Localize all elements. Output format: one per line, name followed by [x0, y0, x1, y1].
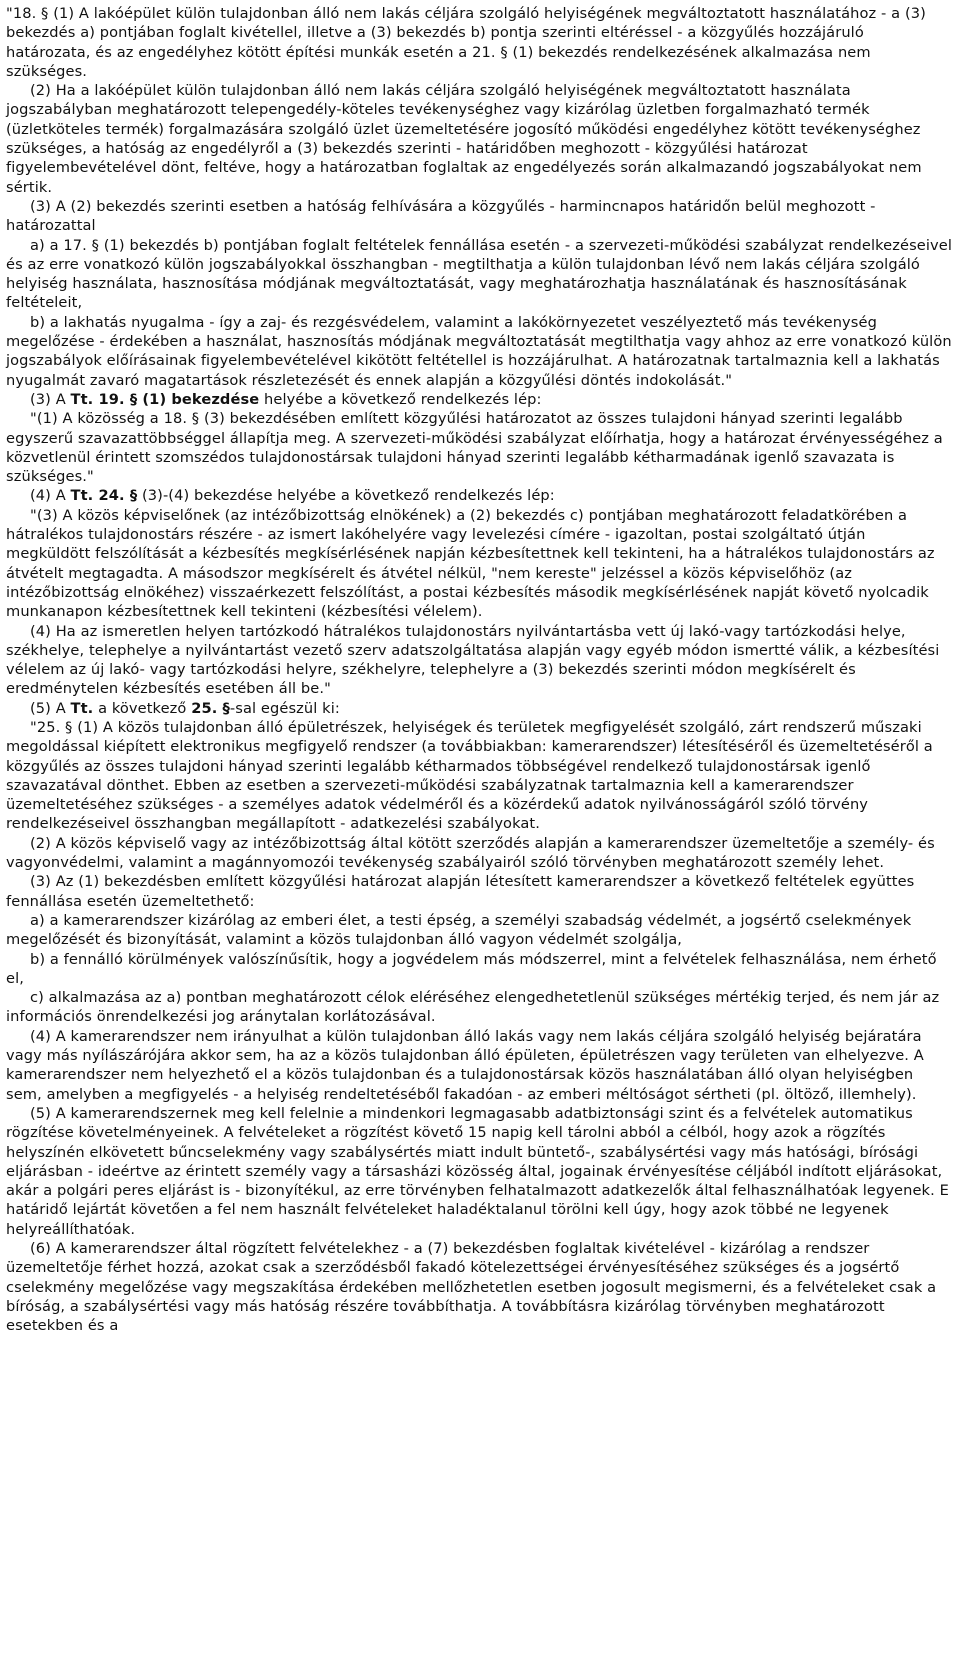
paragraph-text: (5) A kamerarendszernek meg kell felelnie a mindenkori legmagasabb adatbiztonsági szint és a felvételek automatikus rögzítése követelményeinek. A felvételeket a rögzítést követő 15 napig kell tárolni abból a célból, hogy azok a rögzítés helyszínén elkövetett bűncselekmény vagy szabálysértés miatt indult büntető-, szabálysértési vagy más hatósági, bírósági eljárásban - ideértve az érintett személy vagy a társasházi közösség által, jogainak érvényesítése céljából indított eljárásokat, akár a polgári peres eljárást is - bizonyítékul, az erre törvényben felhatalmazott adatkezelők által felhasználhatóak legyenek. E határidő lejártát követően a fel nem használt felvételeket haladéktalanul törölni kell úgy, hogy azok többé ne legyenek helyreállíthatóak.: [6, 1104, 949, 1238]
paragraph: [6, 409, 952, 486]
paragraph-text: "(1) A közösség a 18. § (3) bekezdésében említett közgyűlési határozatot az összes tulajdoni hányad szerinti legalább egyszerű szavazattöbbséggel állapítja meg. A szervezeti-működési szabályzat előírhatja, hogy a határozat érvényességéhez a közvetlenül érintett szomszédos tulajdonostársak tulajdoni hányad szerinti legalább kétharmadának igenlő szavazata is szükséges.": [6, 410, 943, 486]
paragraph-text: (4) A kamerarendszer nem irányulhat a külön tulajdonban álló lakás vagy nem lakás céljára szolgáló helyiség bejáratára vagy más nyílászárójára akkor sem, ha az a közös tulajdonban álló épületen, épületrészen vagy területen van elhelyezve. A kamerarendszer nem helyezhető el a közös tulajdonban és a tulajdonostársak közös használatában álló olyan helyiségben sem, amelyben a megfigyelés - a helyiség rendeltetéséből fakadóan - az emberi méltóságot sértheti (pl. öltöző, illemhely).: [6, 1027, 924, 1103]
bold-reference: Tt. 19. § (1) bekezdése: [70, 390, 260, 408]
paragraph-text: (2) Ha a lakóépület külön tulajdonban álló nem lakás céljára szolgáló helyiségének megváltoztatott használata jogszabályban meghatározott telepengedély-köteles tevékenységhez vagy kizárólag üzletben forgalmazható termék (üzletköteles termék) forgalmazására szolgáló üzlet üzemeltetésére jogosító működési engedélyhez kötött tevékenységhez szükséges, a hatóság az engedélyről a (3) bekezdés szerinti - határidőben meghozott - közgyűlési határozat figyelembevételével dönt, feltéve, hogy a határozatban foglaltak az engedélyezés során alkalmazandó jogszabályokat nem sértik.: [6, 82, 922, 196]
paragraph: [6, 81, 952, 197]
paragraph: [6, 911, 952, 950]
paragraph-text: a) a kamerarendszer kizárólag az emberi élet, a testi épség, a személyi szabadság védelmét, a jogsértő cselekmények megelőzését és bizonyítását, valamint a közös tulajdonban álló vagyon védelmét szolgálja,: [6, 911, 912, 949]
paragraph-text: (6) A kamerarendszer által rögzített felvételekhez - a (7) bekezdésben foglaltak kivételével - kizárólag a rendszer üzemeltetője férhet hozzá, azokat csak a szerződésből fakadó kötelezettségei érvényesítéséhez szükséges és a jogsértő cselekmény megelőzése vagy megszakítása érdekében mellőzhetetlen esetben jogosult megismerni, és a felvételeket csak a bíróság, a szabálysértési vagy más hatóság részére továbbíthatja. A továbbításra kizárólag törvényben meghatározott esetekben és a: [6, 1240, 937, 1335]
paragraph: [6, 1104, 952, 1239]
paragraph-text: a következő: [93, 699, 192, 717]
paragraph: [6, 988, 952, 1027]
paragraph-text: (3) Az (1) bekezdésben említett közgyűlési határozat alapján létesített kamerarendszer a következő feltételek együttes fennállása esetén üzemeltethető:: [6, 873, 915, 910]
paragraph: [6, 1239, 952, 1335]
paragraph: [6, 506, 952, 622]
paragraph: [6, 486, 952, 505]
paragraph: [6, 834, 952, 873]
paragraph-text: (4) A: [30, 487, 71, 505]
paragraph-text: c) alkalmazása az a) pontban meghatározott célok eléréséhez elengedhetetlenül szükséges mértékig terjed, és nem jár az információs önrendelkezési jog aránytalan korlátozásával.: [6, 989, 940, 1026]
paragraph: [6, 313, 952, 390]
paragraph-text: (3) A: [30, 390, 71, 408]
paragraph-text: (5) A: [30, 699, 71, 717]
paragraph-text: (4) Ha az ismeretlen helyen tartózkodó hátralékos tulajdonostárs nyilvántartásba vett új lakó-vagy tartózkodási helye, székhelye, telephelye a nyilvántartást vezető szerv adatszolgáltatása alapján vagy egyéb módon ismertté válik, a kézbesítési vélelem az új lakó- vagy tartózkodási helyre, székhelyre, telephelyre a (3) bekezdés szerinti módon megkísérelt és eredménytelen kézbesítés esetében áll be.": [6, 622, 940, 698]
paragraph: [6, 872, 952, 911]
paragraph-text: "18. § (1) A lakóépület külön tulajdonban álló nem lakás céljára szolgáló helyiségének megváltoztatott használatához - a (3) bekezdés a) pontjában foglalt kivétellel, illetve a (3) bekezdés b) pontja szerinti eltéréssel - a közgyűlés hozzájáruló határozata, és az engedélyhez kötött építési munkák esetén a 21. § (1) bekezdés rendelkezésének alkalmazása nem szükséges.: [6, 5, 926, 80]
paragraph: [6, 390, 952, 409]
bold-reference: 25. §: [191, 699, 230, 717]
bold-reference: Tt.: [70, 699, 94, 717]
paragraph-text: "25. § (1) A közös tulajdonban álló épületrészek, helyiségek és területek megfigyelését szolgáló, zárt rendszerű műszaki megoldással kiépített elektronikus megfigyelő rendszer (a továbbiakban: kamerarendszer) létesítéséről és üzemeltetéséről a közgyűlés az összes tulajdoni hányad szerinti legalább kétharmados többségével rendelkező tulajdonostársak igenlő szavazatával dönthet. Ebben az esetben a szervezeti-működési szabályzatnak tartalmaznia kell a kamerarendszer üzemeltetéséhez szükséges - a személyes adatok védelméről és a közérdekű adatok nyilvánosságáról szóló törvény rendelkezéseivel összhangban megállapított - adatkezelési szabályokat.: [6, 718, 933, 833]
paragraph: [6, 699, 952, 718]
bold-reference: Tt. 24. §: [70, 487, 138, 505]
paragraph: [6, 718, 952, 834]
paragraph-text: a) a 17. § (1) bekezdés b) pontjában foglalt feltételek fennállása esetén - a szervezeti-működési szabályzat rendelkezéseivel és az erre vonatkozó külön jogszabályokkal összhangban - megtilthatja a külön tulajdonban lévő nem lakás céljára szolgáló helyiség használata, hasznosítása módjának megváltoztatását, vagy meghatározhatja használatának és hasznosításának feltételeit,: [6, 236, 952, 312]
paragraph: [6, 1027, 952, 1104]
paragraph-text: -sal egészül ki:: [229, 699, 340, 717]
paragraph: [6, 622, 952, 699]
paragraph: [6, 4, 952, 81]
paragraph-text: (3) A (2) bekezdés szerinti esetben a hatóság felhívására a közgyűlés - harmincnapos határidőn belül meghozott - határozattal: [6, 197, 876, 235]
paragraph-text: "(3) A közös képviselőnek (az intézőbizottság elnökének) a (2) bekezdés c) pontjában meghatározott feladatkörében a hátralékos tulajdonostárs részére - az ismert lakóhelyére vagy levelezési címére - igazoltan, postai szolgáltató útján megküldött felszólítását a kézbesítés megkísérlésének napján kézbesítettnek kell tekinteni, ha a hátralékos tulajdonostárs az átvételt megtagadta. A másodszor megkísérelt és átvétel nélkül, "nem kereste" jelzéssel a közös képviselőhöz (az intézőbizottság elnökéhez) visszaérkezett felszólítást, a postai kézbesítés második megkísérlésének napját követő nyolcadik munkanapon kézbesítettnek kell tekinteni (kézbesítési vélelem).: [6, 506, 935, 621]
paragraph: [6, 236, 952, 313]
paragraph-text: helyébe a következő rendelkezés lép:: [259, 390, 542, 408]
paragraph: [6, 950, 952, 989]
paragraph-text: b) a fennálló körülmények valószínűsítik, hogy a jogvédelem más módszerrel, mint a felvételek felhasználása, nem érhető el,: [6, 950, 937, 987]
paragraph-text: (2) A közös képviselő vagy az intézőbizottság által kötött szerződés alapján a kamerarendszer üzemeltetője a személy- és vagyonvédelmi, valamint a magánnyomozói tevékenység szabályairól szóló törvényben meghatározott személy lehet.: [6, 834, 935, 872]
paragraph-text: (3)-(4) bekezdése helyébe a következő rendelkezés lép:: [137, 487, 555, 505]
paragraph: [6, 197, 952, 236]
paragraph-text: b) a lakhatás nyugalma - így a zaj- és rezgésvédelem, valamint a lakókörnyezetet veszélyeztető más tevékenység megelőzése - érdekében a használat, hasznosítás módjának megváltoztatását megtilthatja vagy ahhoz az erre vonatkozó külön jogszabályok előírásainak figyelembevételével kikötött feltétellel is hozzájárulhat. A határozatnak tartalmaznia kell a lakhatás nyugalmát zavaró magatartások részletezését és ennek alapján a közgyűlési döntés indokolását.": [6, 313, 952, 389]
